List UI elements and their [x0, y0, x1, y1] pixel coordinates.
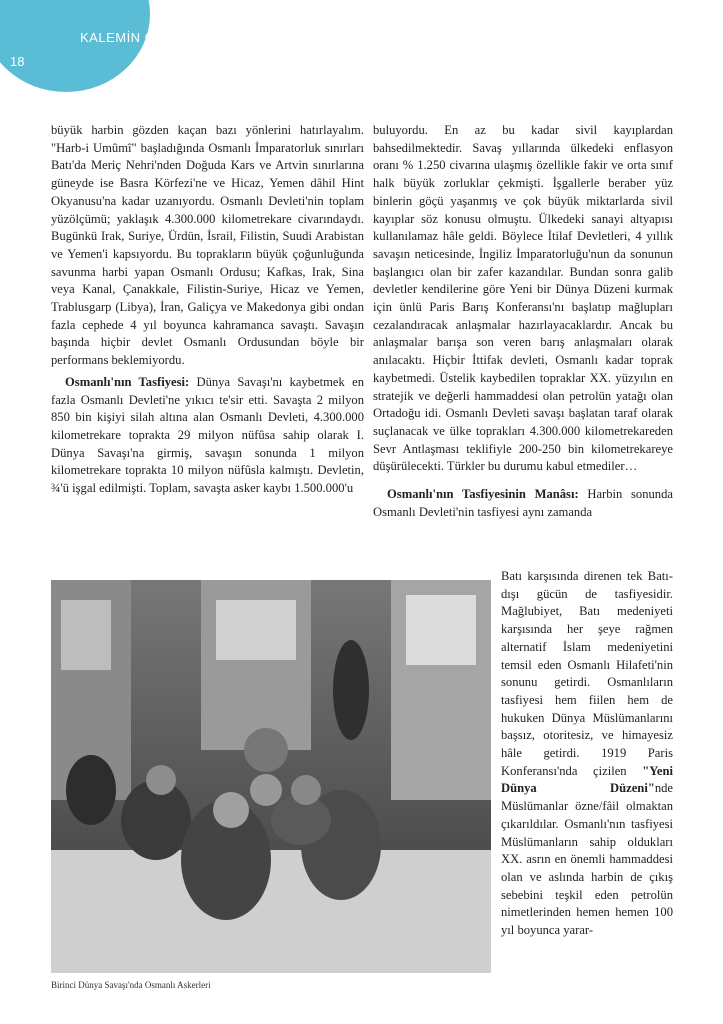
- left-column: [51, 122, 364, 498]
- paragraph: Batı karşısında direnen tek Batı-dışı gücün de tasfiyesidir. Mağlubiyet, Batı medeniyeti karşısında her şeye rağmen alternatif İslam medeniyetini temsil eden Osmanlı Hilafeti'nin sonunu getirdi. Osmanlıların tasfiyesi hem fiilen hem de hukuken Dünya Müslümanlarını başsız, otoritesiz, ve himayesiz hâle getirdi. 1919 Paris Konferansı'nda çizilen "Yeni Dünya Düzeni"nde Müslümanlar özne/fâil olmaktan çıkarıldılar. Osmanlı'nın tasfiyesi Müslümanların sahip oldukları XX. asrın en önemli hammaddesi olan ve aslında harbin de çıkış sebebini teşkil eden petrolün nimetlerinden hemen hemen 100 yıl boyunca yarar-: [501, 569, 673, 938]
- section-heading: Osmanlı'nın Tasfiyesi:: [65, 374, 190, 389]
- right-column-wrap: [501, 568, 673, 940]
- paragraph: Osmanlı'nın Tasfiyesi: Dünya Savaşı'nı kaybetmek en fazla Osmanlı Devleti'ne yıkıcı te'sir etti. Savaşta 2 milyon 850 bin kişiyi silah altına alan Osmanlı Devleti, 4.300.000 kilometrekare toprakta 29 milyon nüfûsa sahip olarak I. Dünya Savaşı'na girmiş, savaşın sonunda 1 milyon kilometrekare topraktа 10 milyon nüfûsla kalmıştı. Devletin, ¾'ü işgal edilmişti. Toplam, savaşta asker kaybı 1.500.000'u: [51, 374, 364, 496]
- bold-phrase: "Yeni Dünya Düzeni": [501, 763, 673, 796]
- right-column: [373, 122, 673, 521]
- section-heading: Osmanlı'nın Tasfiyesinin Manâsı:: [387, 487, 579, 502]
- page-number: 18: [10, 54, 25, 69]
- paragraph: büyük harbin gözden kaçan bazı yönlerini hatırlayalım. "Harb-i Umûmî" başladığında Osmanlı İmparatorluk sınırları Batı'da Meriç Nehri'nden Doğuda Kars ve Artvin sınırlarına güneyde ise Basra Körfezi'ne ve Hicaz, Yemen dâhil Hint Okyanusu'na kadar uzanıyordu. Osmanlı Devleti'nin toplam yüzölçümü; yaklaşık 4.300.000 kilometrekare civarındaydı. Bugünkü Irak, Suriye, Ürdün, İsrail, Filistin, Suudi Arabistan ve Yemen'i kapsıyordu. Bu toprakların büyük çoğunluğunda savunma harbi yapan Osmanlı Ordusu; Kafkas, Irak, Sina veya Kanal, Çanakkale, Filistin-Suriye, Hicaz ve Yemen, Trablusgarp (Libya), İran, Galiçya ve Makedonya gibi ondan fazla cephede 4 yıl boyunca kahramanca savaştı. Savaşın başında hiçbir devlet Osmanlı Ordusundan böyle bir performans beklemiyordu.: [51, 123, 364, 368]
- paragraph: buluyordu. En az bu kadar sivil kayıplardan bahsedilmektedir. Savaş yıllarında ülkedeki enflasyon oranı % 1.250 civarına ulaşmış özellikle fakir ve orta sınıf halk büyük zorluklar çekmişti. İşgallerle beraber yüz binlerin göçü yaşanmış ve çok büyük miktarlarda sivil kayıplar söz konusu olmuştu. Ülkedeki sanayi altyapısı kullanılamaz hâle geldi. Böylece İtilaf Devletleri, 4 yıllık savaşın neticesinde, İngiliz İmparatorluğu'nun da sonunun başlangıcı olan bir zafer kazandılar. Bundan sonra galib devletler kendilerine göre Yeni bir Dünya Düzeni kurmak için ünlü Paris Barış Konferansı'nı başlatıp mağlupları cezalandıracak anlaşmalar hazırlayacaklardır. Ancak bu anlaşmalar barışa son veren barış anlaşmaları olarak anılacaktı. Hiçbir İttifak devleti, Osmanlı kadar toprak kaybetmedi. Üstelik kaybedilen topraklar XX. yüzyılın en stratejik ve değerli hammaddesi olan petrolün yatağı olan Ortadoğu idi. Osmanlı Devleti savaşı başlatan taraf olarak suçlanacak ve ülke toprakları 4.300.000 kilometrekareden Sevr Antlaşması teklifiyle 200-250 bin kilometrekareye düşürülecekti. Türkler bu durumu kabul etmediler…: [373, 123, 673, 474]
- running-header: KALEMİN GÜCÜ: [80, 30, 185, 45]
- historical-photo: [51, 580, 491, 973]
- header-circle: [0, 0, 150, 92]
- photo-caption: Birinci Dünya Savaşı'nda Osmanlı Askerleri: [51, 980, 211, 990]
- soldiers-photo-illustration: [51, 580, 491, 973]
- paragraph: Osmanlı'nın Tasfiyesinin Manâsı: Harbin sonunda Osmanlı Devleti'nin tasfiyesi aynı zamanda: [373, 487, 673, 519]
